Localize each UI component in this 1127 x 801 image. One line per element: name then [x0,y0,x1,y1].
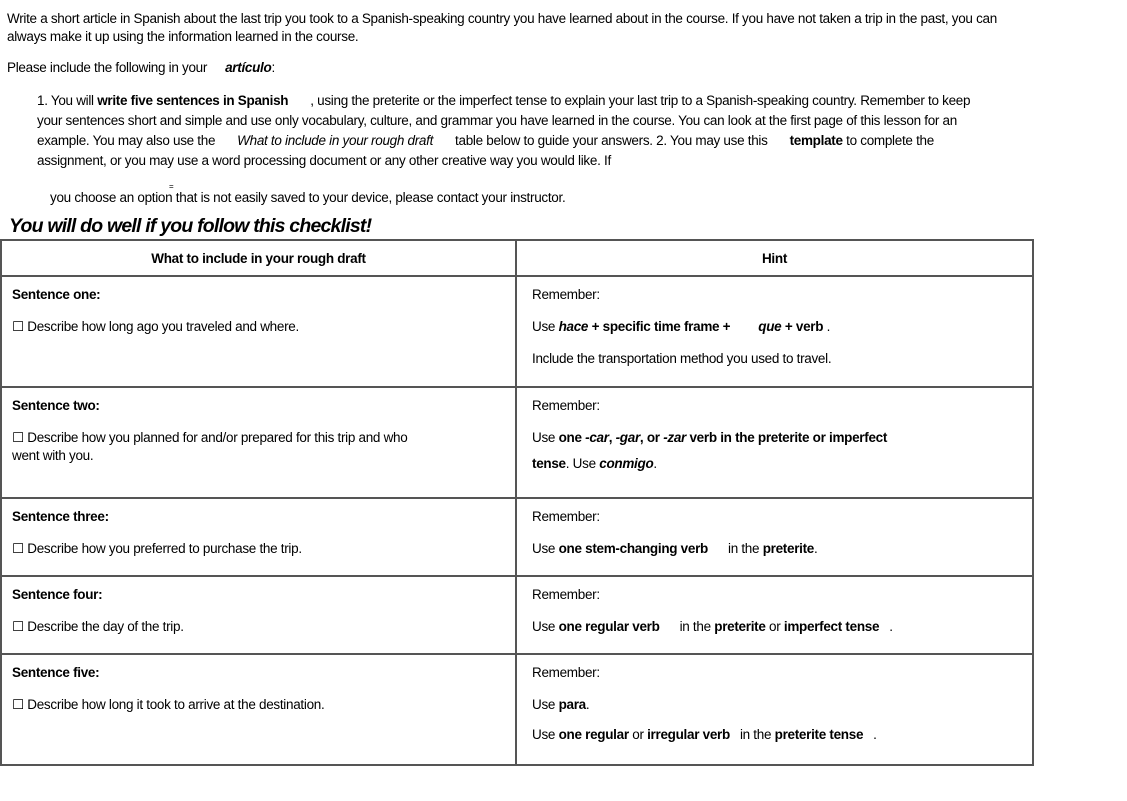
checkbox[interactable]: ☐ [12,697,24,712]
header-hint: Hint [516,240,1033,276]
row-criteria [1,576,516,654]
hint-line: Use hace + specific time frame + que + verb . [532,319,831,334]
row-hint [516,654,1033,765]
criteria-text: Describe how long it took to arrive at the destination. [27,697,325,712]
hint-line: Use one regular or irregular verb in the preterite tense . [532,727,877,742]
row-criteria [1,498,516,576]
hint-line: Use one regular verb in the preterite or imperfect tense . [532,619,893,634]
comment-mark: = [169,182,174,191]
table-row [1,654,1033,765]
hint-label: Remember: [532,398,600,413]
table-row [1,576,1033,654]
include-suffix: : [271,60,275,75]
criteria-text: Describe how you planned for and/or prepared for this trip and who went with you. [12,430,408,463]
checkbox[interactable]: ☐ [12,541,24,556]
articulo-word: artículo [225,60,272,75]
row-criteria [1,654,516,765]
checklist-title: You will do well if you follow this checklist! [9,215,372,237]
include-prefix: Please include the following in your [7,60,208,75]
row-hint [516,576,1033,654]
criteria-text: Describe the day of the trip. [27,619,184,634]
criteria-item [12,696,506,714]
instr-text-a: 1. You will [37,93,94,108]
table-row [1,498,1033,576]
hint-label: Remember: [532,665,600,680]
row-criteria [1,276,516,387]
template-link[interactable]: template [789,133,843,148]
header-what-to-include: What to include in your rough draft [1,240,516,276]
hint-line: Use one -car, -gar, or -zar verb in the preterite or imperfect [532,430,888,445]
hint-label: Remember: [532,509,600,524]
criteria-item [12,429,432,465]
row-criteria [1,387,516,498]
hint-line: Include the transportation method you used to travel. [532,351,832,366]
criteria-item [12,540,506,558]
criteria-text: Describe how long ago you traveled and where. [27,319,299,334]
instr-italic-table-ref: What to include in your rough draft [237,133,434,148]
hint-label: Remember: [532,587,600,602]
intro-paragraph: Write a short article in Spanish about the last trip you took to a Spanish-speaking country you have learned about in the course. If you have not taken a trip in the past, you can always make it up using the information learned in the course. [7,11,997,44]
instructions-contact: you choose an option that is not easily saved to your device, please contact your instructor. [50,190,566,205]
instr-bold-sentences: write five sentences in Spanish [97,93,289,108]
sentence-title: Sentence two: [12,398,100,413]
table-row [1,387,1033,498]
include-line [7,59,275,77]
checkbox[interactable]: ☐ [12,619,24,634]
row-hint [516,387,1033,498]
checklist-header-row [1,240,1033,276]
sentence-title: Sentence three: [12,509,109,524]
criteria-text: Describe how you preferred to purchase the trip. [27,541,302,556]
criteria-item [12,618,506,636]
criteria-item [12,318,506,336]
checkbox[interactable]: ☐ [12,430,24,445]
sentence-title: Sentence five: [12,665,100,680]
instr-text-b: , using the preterite or the imperfect tense to explain your last trip to a Spanish-speaking country. Remember to keep your sentences short and simple and use only vocabulary, culture, and grammar you have learned in the course. You can look at the first page of this lesson for an example. You may also use the [37,93,971,148]
hint-line: tense. Use conmigo. [532,456,657,471]
hint-line: Use one stem-changing verb in the preterite. [532,541,818,556]
sentence-title: Sentence one: [12,287,101,302]
instr-text-d: to complete the assignment, or you may use a word processing document or any other creative way you would like. If [37,133,934,168]
instr-text-c: table below to guide your answers. 2. You may use this [455,133,768,148]
row-hint [516,498,1033,576]
hint-label: Remember: [532,287,600,302]
checklist-table [0,239,1034,766]
instructions-paragraph [37,91,997,171]
sentence-title: Sentence four: [12,587,103,602]
row-hint [516,276,1033,387]
hint-line: Use para. [532,697,590,712]
checkbox[interactable]: ☐ [12,319,24,334]
table-row [1,276,1033,387]
